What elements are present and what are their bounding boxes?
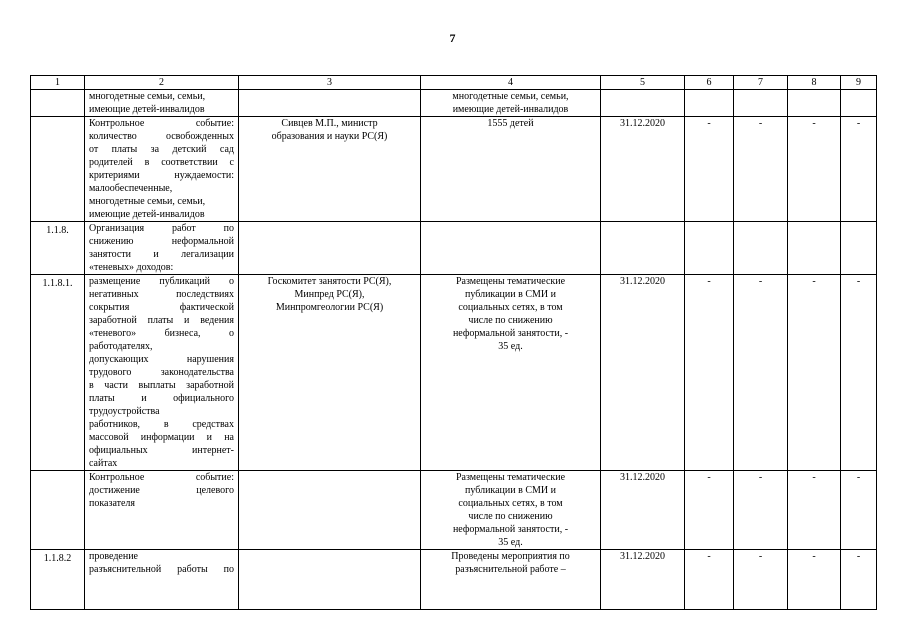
activity-cell: [85, 117, 239, 222]
value-cell: -: [841, 471, 877, 550]
value-cell: -: [734, 471, 788, 550]
deadline-cell: 31.12.2020: [601, 550, 685, 610]
value-cell: -: [788, 550, 841, 610]
value-cell: -: [734, 275, 788, 471]
result-line: разъяснительной работе –: [455, 564, 566, 575]
item-number-cell: [31, 90, 85, 117]
activity-line: работников, в средствах: [89, 419, 234, 430]
activity-line: критериями нуждаемости:: [89, 170, 234, 181]
value-cell: [734, 222, 788, 275]
activity-line: занятости и легализации: [89, 249, 234, 260]
result-line: Проведены мероприятия по: [451, 551, 570, 562]
result-line: 35 ед.: [498, 341, 523, 352]
deadline-cell: [601, 90, 685, 117]
activity-line: трудового законодательства: [89, 367, 234, 378]
activity-line: сайтах: [89, 458, 118, 469]
value-cell: -: [788, 275, 841, 471]
result-line: 1555 детей: [487, 118, 534, 129]
header-col-5: 5: [601, 76, 685, 90]
activity-line: платы и официального: [89, 393, 234, 404]
header-col-6: 6: [685, 76, 734, 90]
result-line: числе по снижению: [468, 315, 553, 326]
header-col-7: 7: [734, 76, 788, 90]
item-number-cell: [31, 117, 85, 222]
activity-line: работодателях,: [89, 341, 153, 352]
value-cell: [788, 90, 841, 117]
activity-line: Контрольное событие:: [89, 472, 234, 483]
deadline-cell: 31.12.2020: [601, 275, 685, 471]
activity-line: негативных последствиях: [89, 289, 234, 300]
header-col-8: 8: [788, 76, 841, 90]
activity-line: трудоустройства: [89, 406, 160, 417]
responsible-line: Минпромгеологии РС(Я): [275, 302, 384, 313]
activity-line: официальных интернет-: [89, 445, 234, 456]
activity-line: снижению неформальной: [89, 236, 234, 247]
value-cell: [841, 90, 877, 117]
result-line: социальных сетях, в том: [458, 302, 563, 313]
activity-line: допускающих нарушения: [89, 354, 234, 365]
table-row: [31, 471, 877, 550]
table-row: [31, 117, 877, 222]
activity-line: «теневого» бизнеса, о: [89, 328, 234, 339]
result-line: неформальной занятости, -: [452, 524, 569, 535]
result-line: числе по снижению: [468, 511, 553, 522]
activity-line: в части выплаты заработной: [89, 380, 234, 391]
responsible-cell: [239, 275, 421, 471]
result-line: многодетные семьи, семьи,: [452, 91, 569, 102]
responsible-line: Сивцев М.П., министр: [281, 118, 378, 129]
result-line: 35 ед.: [498, 537, 523, 548]
header-col-2: 2: [85, 76, 239, 90]
activity-line: разъяснительной работы по: [89, 564, 234, 575]
table-row: [31, 550, 877, 610]
result-line: социальных сетях, в том: [458, 498, 563, 509]
value-cell: -: [685, 117, 734, 222]
activity-line: сокрытия фактической: [89, 302, 234, 313]
activity-cell: [85, 550, 239, 610]
activity-cell: [85, 275, 239, 471]
responsible-line: Минпред РС(Я),: [294, 289, 365, 300]
activity-line: имеющие детей-инвалидов: [89, 104, 205, 115]
header-col-3: 3: [239, 76, 421, 90]
activity-line: «теневых» доходов:: [89, 262, 174, 273]
item-number-cell: [31, 471, 85, 550]
result-line: публикации в СМИ и: [465, 289, 556, 300]
value-cell: -: [685, 275, 734, 471]
deadline-cell: [601, 222, 685, 275]
result-line: неформальной занятости, -: [452, 328, 569, 339]
header-col-9: 9: [841, 76, 877, 90]
value-cell: -: [841, 550, 877, 610]
value-cell: [685, 222, 734, 275]
activity-line: многодетные семьи, семьи,: [89, 196, 206, 207]
value-cell: [734, 90, 788, 117]
activity-line: малообеспеченные,: [89, 183, 173, 194]
item-number-cell: 1.1.8.1.: [31, 275, 85, 471]
page-number: 7: [449, 31, 456, 45]
value-cell: -: [685, 550, 734, 610]
header-col-4: 4: [421, 76, 601, 90]
deadline-cell: 31.12.2020: [601, 471, 685, 550]
result-line: Размещены тематические: [455, 472, 566, 483]
activity-line: размещение публикаций о: [89, 276, 234, 287]
table-row: [31, 222, 877, 275]
result-cell: [421, 90, 601, 117]
value-cell: [788, 222, 841, 275]
result-cell: [421, 222, 601, 275]
value-cell: [841, 222, 877, 275]
value-cell: -: [685, 471, 734, 550]
value-cell: -: [841, 117, 877, 222]
value-cell: [685, 90, 734, 117]
result-cell: [421, 550, 601, 610]
activity-line: многодетные семьи, семьи,: [89, 91, 206, 102]
activity-line: показателя: [89, 498, 136, 509]
value-cell: -: [734, 117, 788, 222]
activity-line: Контрольное событие:: [89, 118, 234, 129]
result-cell: [421, 117, 601, 222]
deadline-cell: 31.12.2020: [601, 117, 685, 222]
activity-cell: [85, 222, 239, 275]
result-line: Размещены тематические: [455, 276, 566, 287]
activity-line: заработной платы и ведения: [89, 315, 234, 326]
responsible-cell: [239, 471, 421, 550]
responsible-cell: [239, 222, 421, 275]
value-cell: -: [788, 117, 841, 222]
value-cell: -: [734, 550, 788, 610]
activity-line: имеющие детей-инвалидов: [89, 209, 205, 220]
responsible-line: Госкомитет занятости РС(Я),: [267, 276, 392, 287]
responsible-cell: [239, 550, 421, 610]
activity-line: достижение целевого: [89, 485, 234, 496]
item-number-cell: 1.1.8.: [31, 222, 85, 275]
activity-line: родителей в соответствии с: [89, 157, 234, 168]
result-cell: [421, 471, 601, 550]
activity-cell: [85, 471, 239, 550]
value-cell: -: [841, 275, 877, 471]
activity-line: проведение: [89, 551, 138, 562]
responsible-cell: [239, 117, 421, 222]
result-cell: [421, 275, 601, 471]
activity-line: от платы за детский сад: [89, 144, 234, 155]
activity-line: количество освобожденных: [89, 131, 234, 142]
result-line: публикации в СМИ и: [465, 485, 556, 496]
responsible-line: образования и науки РС(Я): [271, 131, 388, 142]
activity-line: Организация работ по: [89, 223, 234, 234]
item-number-cell: 1.1.8.2: [31, 550, 85, 610]
header-col-1: 1: [31, 76, 85, 90]
activity-line: массовой информации и на: [89, 432, 234, 443]
activity-cell: [85, 90, 239, 117]
table-row: [31, 90, 877, 117]
result-line: имеющие детей-инвалидов: [452, 104, 569, 115]
value-cell: -: [788, 471, 841, 550]
responsible-cell: [239, 90, 421, 117]
table-row: [31, 275, 877, 471]
plan-table: [30, 75, 877, 610]
header-row: [31, 76, 877, 90]
